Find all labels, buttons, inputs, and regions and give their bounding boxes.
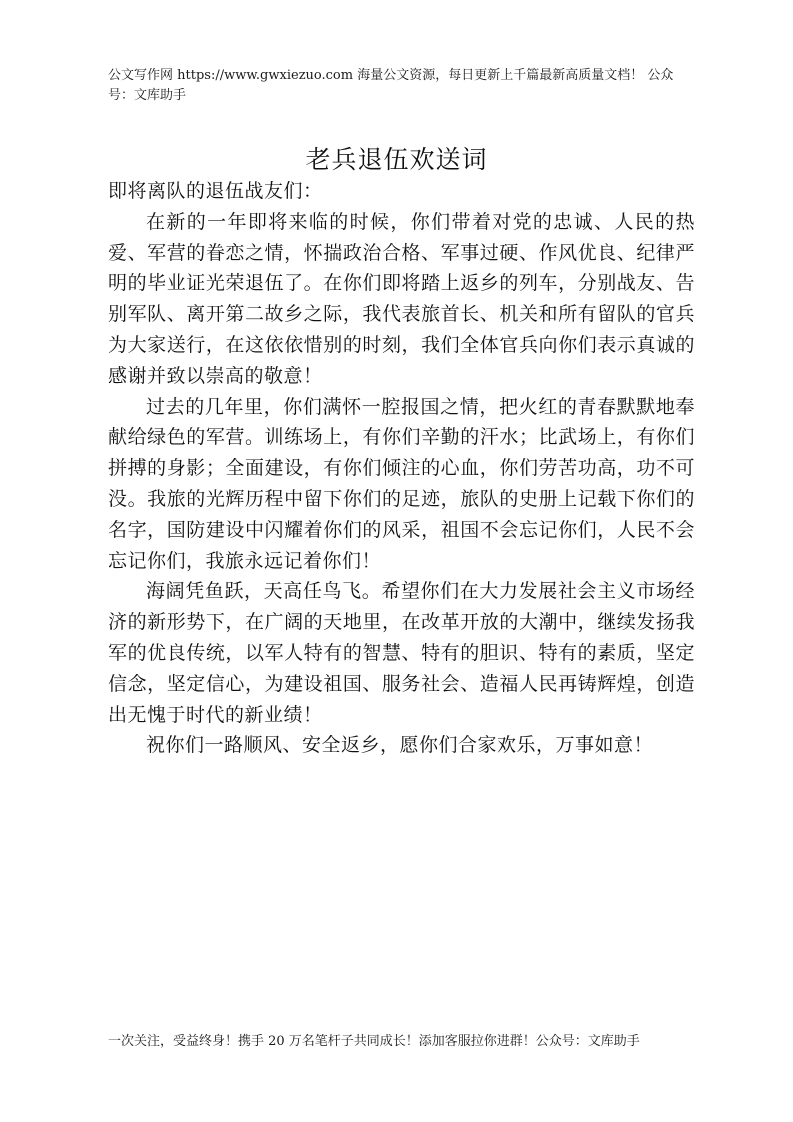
- salutation: 即将离队的退伍战友们：: [108, 180, 323, 202]
- document-body: [108, 176, 695, 761]
- paragraph-farewell: 在新的一年即将来临的时候，你们带着对党的忠诚、人民的热爱、军营的眷恋之情，怀揣政治合格、军事过硬、作风优良、纪律严明的毕业证光荣退伍了。在你们即将踏上返乡的列车，分别战友、告别军队、离开第二故乡之际，我代表旅首长、机关和所有留队的官兵为大家送行，在这依依惜别的时刻，我们全体官兵向你们表示真诚的感谢并致以崇高的敬意！: [108, 210, 695, 387]
- document-title: 老兵退伍欢送词: [305, 145, 488, 174]
- footer-note: 一次关注，受益终身！携手 20 万名笔杆子共同成长！添加客服拉你进群！公众号：文库助手: [108, 1034, 640, 1049]
- paragraph-wishes: 祝你们一路顺风、安全返乡，愿你们合家欢乐，万事如意！: [146, 734, 654, 757]
- header-note: 公文写作网 https://www.gwxiezuo.com 海量公文资源，每日更新上千篇最新高质量文档！ 公众号：文库助手: [108, 68, 674, 103]
- paragraph-hope: 海阔凭鱼跃，天高任鸟飞。希望你们在大力发展社会主义市场经济的新形势下，在广阔的天地里，在改革开放的大潮中，继续发扬我军的优良传统，以军人特有的智慧、特有的胆识、特有的素质，坚定信念，坚定信心，为建设祖国、服务社会、造福人民再铸辉煌，创造出无愧于时代的新业绩！: [108, 580, 695, 726]
- paragraph-service: 过去的几年里，你们满怀一腔报国之情，把火红的青春默默地奉献给绿色的军营。训练场上，有你们辛勤的汗水；比武场上，有你们拼搏的身影；全面建设，有你们倾注的心血，你们劳苦功高，功不可没。我旅的光辉历程中留下你们的足迹，旅队的史册上记载下你们的名字，国防建设中闪耀着你们的风采，祖国不会忘记你们，人民不会忘记你们，我旅永远记着你们！: [108, 395, 695, 572]
